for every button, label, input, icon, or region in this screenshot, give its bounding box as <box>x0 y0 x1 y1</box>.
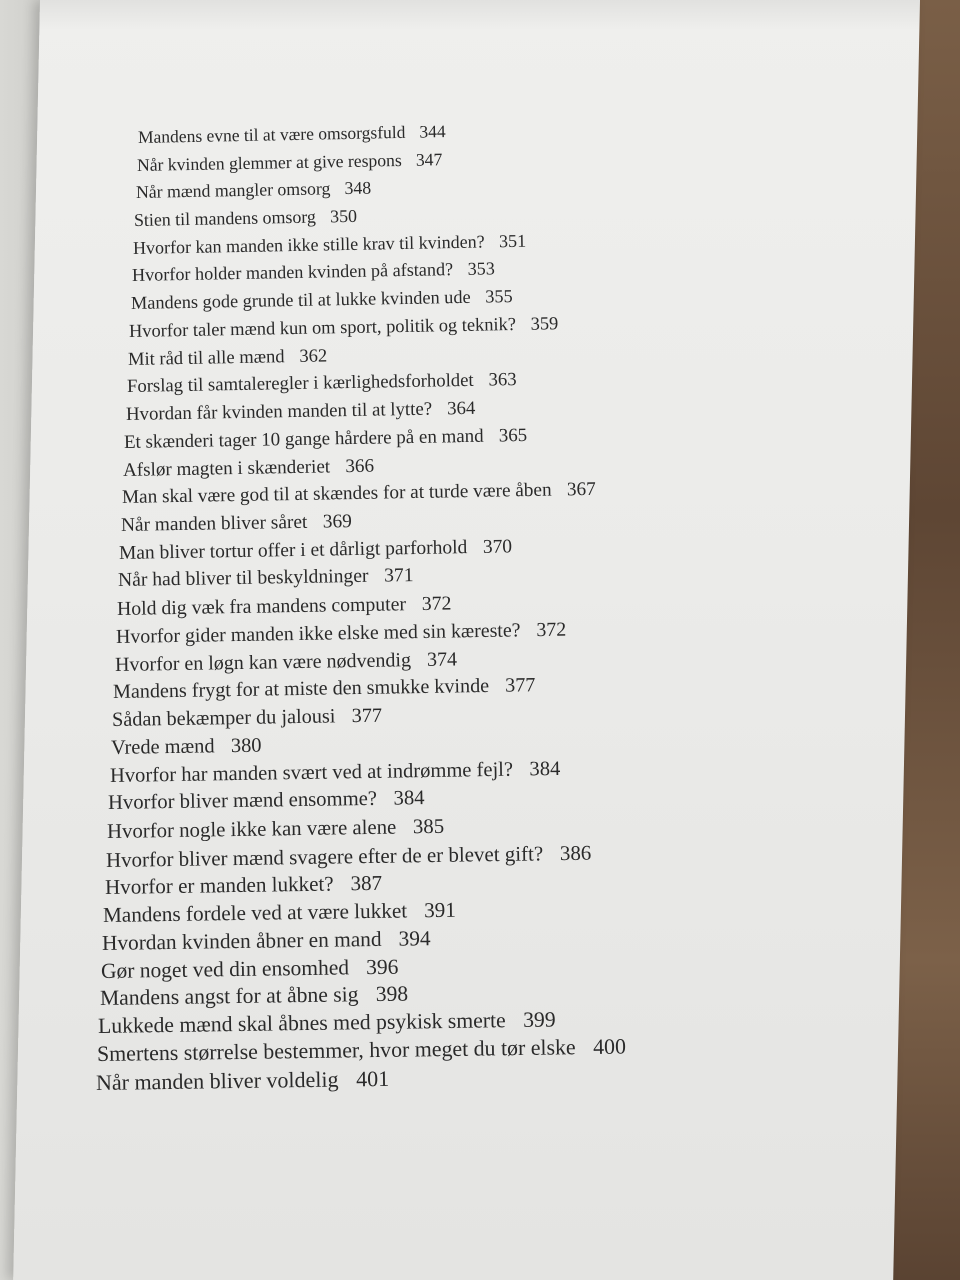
toc-entry-page-number: 347 <box>415 148 443 170</box>
toc-entry <box>128 345 328 371</box>
toc-entry-title: Hvorfor er manden lukket? <box>104 871 334 900</box>
toc-entry <box>102 926 431 956</box>
toc-entry-page-number: 400 <box>593 1034 627 1059</box>
toc-entry-page-number: 372 <box>535 618 567 641</box>
toc-entry-title: Mandens angst for at åbne sig <box>99 982 359 1011</box>
toc-entry-page-number: 364 <box>446 397 476 420</box>
toc-entry-title: Hold dig væk fra mandens computer <box>116 593 407 621</box>
toc-entry <box>118 566 414 593</box>
toc-entry-title: Mit råd til alle mænd <box>127 345 285 370</box>
toc-entry-title: Hvorfor en løgn kan være nødvendig <box>114 648 411 676</box>
toc-entry-page-number: 374 <box>426 648 457 671</box>
toc-entry <box>135 178 371 203</box>
toc-entry-page-number: 394 <box>398 926 431 951</box>
toc-entry-page-number: 359 <box>530 313 559 334</box>
toc-entry-title: Et skænderi tager 10 gange hårdere på en mand <box>124 425 485 453</box>
toc-entry-page-number: 363 <box>488 369 517 391</box>
toc-entry-page-number: 370 <box>483 536 513 558</box>
toc-entry-title: Smertens størrelse bestemmer, hvor meget du tør elske <box>97 1035 577 1066</box>
toc-entry-title: Når had bliver til beskyldninger <box>118 566 369 592</box>
toc-entry-page-number: 367 <box>566 479 596 501</box>
toc-entry-page-number: 344 <box>419 120 446 142</box>
toc-entry <box>98 1008 556 1040</box>
toc-entry <box>122 479 596 509</box>
toc-entry <box>112 705 382 732</box>
toc-entry <box>129 313 559 342</box>
toc-entry-page-number: 355 <box>484 286 513 307</box>
toc-entry <box>111 734 262 759</box>
toc-entry-page-number: 350 <box>330 205 358 227</box>
toc-entry <box>103 898 456 928</box>
toc-entry-title: Når manden bliver såret <box>120 511 308 536</box>
toc-entry <box>97 1034 626 1066</box>
toc-entry <box>125 398 475 426</box>
toc-entry-title: Hvorfor har manden svært ved at indrømme fejl? <box>109 758 513 787</box>
toc-entry-title: Mandens evne til at være omsorgsfuld <box>137 121 406 147</box>
toc-entry-page-number: 372 <box>421 592 452 616</box>
toc-entry-title: Når kvinden glemmer at give respons <box>136 149 402 175</box>
toc-entry-title: Sådan bekæmper du jalousi <box>111 705 336 732</box>
toc-entry-title: Forslag til samtaleregler i kærlighedsforholdet <box>126 370 474 398</box>
toc-entry-title: Hvorfor kan manden ikke stille krav til kvinden? <box>132 231 485 258</box>
toc-entry-title: Hvordan kvinden åbner en mand <box>101 926 382 955</box>
toc-entry-page-number: 401 <box>355 1065 390 1091</box>
toc-entry-title: Mandens frygt for at miste den smukke kvinde <box>113 675 490 704</box>
toc-entry <box>123 455 374 481</box>
toc-entry <box>107 815 445 844</box>
toc-entry-title: Mandens gode grunde til at lukke kvinden ude <box>130 287 471 314</box>
toc-entry <box>132 259 495 287</box>
toc-entry-title: Man skal være god til at skændes for at turde være åben <box>121 479 552 509</box>
toc-entry <box>109 757 560 787</box>
toc-entry-page-number: 377 <box>351 704 383 728</box>
toc-entry <box>96 1065 389 1095</box>
toc-entry-page-number: 387 <box>349 871 382 896</box>
toc-entry-title: Når mænd mangler omsorg <box>135 178 331 203</box>
toc-entry <box>124 425 528 454</box>
toc-entry-page-number: 384 <box>528 757 560 780</box>
toc-entry-title: Hvorfor bliver mænd svagere efter de er blevet gift? <box>105 841 544 872</box>
toc-entry <box>104 871 381 900</box>
toc-entry <box>130 286 512 314</box>
toc-entry <box>117 593 452 622</box>
toc-entry-title: Hvorfor taler mænd kun om sport, politik og teknik? <box>129 313 517 341</box>
toc-entry <box>134 206 357 231</box>
toc-entry-title: Gør noget ved din ensomhed <box>100 954 350 983</box>
toc-entry-page-number: 348 <box>343 177 371 199</box>
toc-entry-title: Lukkede mænd skal åbnes med psykisk smerte <box>98 1008 507 1039</box>
toc-entry-page-number: 398 <box>375 981 408 1007</box>
toc-entry-page-number: 380 <box>230 734 262 757</box>
toc-entry <box>114 648 456 677</box>
toc-entry <box>116 619 567 649</box>
toc-entry <box>137 149 443 176</box>
toc-entry-title: Afslør magten i skænderiet <box>122 455 331 481</box>
toc-entry-page-number: 377 <box>505 674 536 698</box>
toc-entry-title: Vrede mænd <box>110 735 215 759</box>
toc-entry-page-number: 366 <box>345 455 375 477</box>
toc-entry-title: Man bliver tortur offer i et dårligt parforhold <box>119 536 468 564</box>
toc-entry-title: Hvorfor nogle ikke kan være alene <box>106 815 397 843</box>
toc-entry-page-number: 362 <box>299 345 328 367</box>
toc-entry-page-number: 384 <box>393 787 426 810</box>
toc-entry-title: Hvorfor gider manden ikke elske med sin kæreste? <box>115 619 521 648</box>
toc-entry-title: Hvordan får kvinden manden til at lytte? <box>125 398 432 426</box>
toc-entry <box>106 840 592 872</box>
toc-entry-page-number: 369 <box>322 511 352 533</box>
toc-entry-page-number: 399 <box>523 1007 557 1032</box>
toc-entry-page-number: 371 <box>384 565 414 587</box>
toc-entry-page-number: 353 <box>467 258 495 280</box>
toc-entry-page-number: 386 <box>559 840 592 865</box>
toc-entry <box>119 536 512 565</box>
toc-entry <box>133 230 526 258</box>
toc-entry <box>100 982 408 1011</box>
toc-entry-page-number: 396 <box>365 954 399 979</box>
toc-entry-title: Hvorfor bliver mænd ensomme? <box>108 788 378 815</box>
toc-entry-title: Hvorfor holder manden kvinden på afstand? <box>131 259 454 286</box>
toc-entry-page-number: 351 <box>498 230 527 251</box>
toc-entry-page-number: 391 <box>424 897 457 923</box>
toc-entry <box>101 954 399 983</box>
toc-entry <box>127 369 517 398</box>
toc-entry-page-number: 365 <box>499 424 528 447</box>
toc-entry-page-number: 385 <box>412 814 445 839</box>
toc-entry-title: Stien til mandens omsorg <box>134 206 317 231</box>
toc-entry <box>113 675 536 705</box>
toc-entry <box>108 787 425 815</box>
toc-entry <box>138 121 446 148</box>
toc-entry <box>121 511 352 537</box>
toc-entry-title: Mandens fordele ved at være lukket <box>103 898 408 928</box>
toc-entry-title: Når manden bliver voldelig <box>95 1066 339 1095</box>
